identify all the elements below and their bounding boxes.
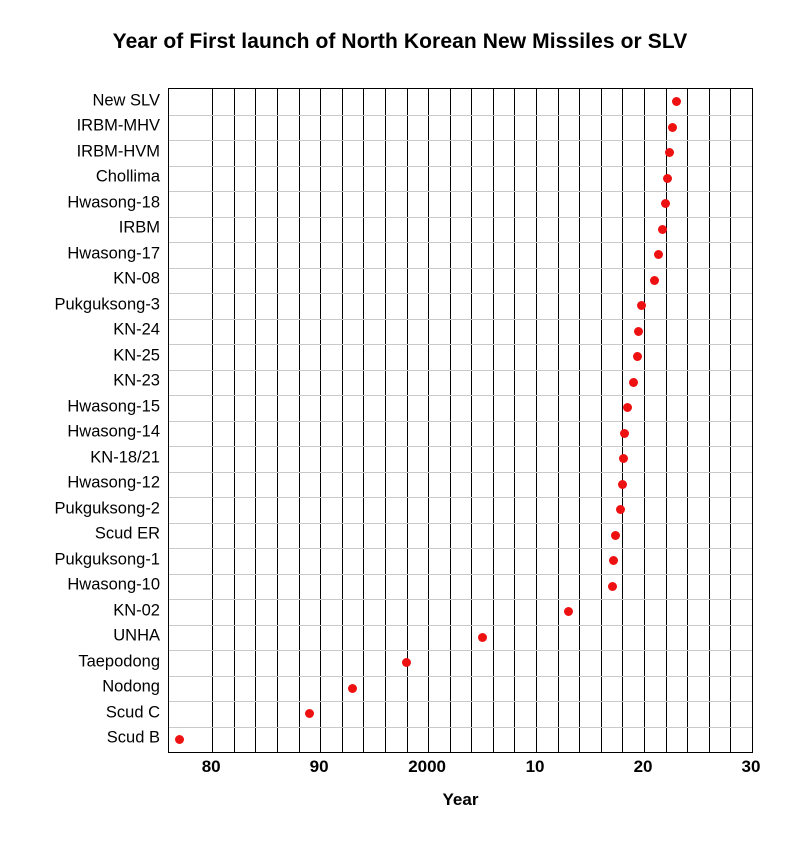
data-point: [672, 97, 681, 106]
gridline-horizontal: [169, 497, 752, 498]
x-axis-tick-label: 90: [309, 757, 329, 776]
y-axis-tick-label: IRBM-HVM: [76, 142, 160, 161]
data-point: [619, 454, 628, 463]
gridline-horizontal: [169, 727, 752, 728]
data-point: [623, 403, 632, 412]
y-axis-tick-label: Chollima: [95, 167, 160, 186]
y-axis-tick-label: IRBM: [118, 218, 160, 237]
gridline-horizontal: [169, 472, 752, 473]
data-point: [608, 582, 617, 591]
gridline-horizontal: [169, 446, 752, 447]
data-point: [402, 658, 411, 667]
y-axis-tick-label: Hwasong-15: [67, 397, 160, 416]
y-axis-tick-label: New SLV: [92, 91, 160, 110]
gridline-horizontal: [169, 293, 752, 294]
gridline-horizontal: [169, 676, 752, 677]
y-axis-tick-label: Scud ER: [94, 524, 160, 543]
y-axis-tick-label: Hwasong-14: [67, 422, 160, 441]
y-axis-tick-label: Hwasong-17: [67, 244, 160, 263]
x-axis-tick-label: 2000: [408, 757, 447, 776]
y-axis-tick-label: KN-18/21: [90, 448, 160, 467]
gridline-horizontal: [169, 140, 752, 141]
y-axis-tick-label: Hwasong-10: [67, 575, 160, 594]
y-axis-tick-label: KN-23: [113, 371, 160, 390]
y-axis-tick-label: KN-02: [113, 601, 160, 620]
gridline-horizontal: [169, 395, 752, 396]
gridline-horizontal: [169, 344, 752, 345]
y-axis-tick-label: Nodong: [102, 677, 160, 696]
y-axis-tick-label: KN-25: [113, 346, 160, 365]
y-axis-tick-label: KN-08: [113, 269, 160, 288]
gridline-horizontal: [169, 650, 752, 651]
x-axis-tick-label: 10: [525, 757, 545, 776]
x-axis-title: Year: [442, 790, 479, 809]
y-axis-tick-label: Pukguksong-1: [54, 550, 160, 569]
y-axis-tick-label: Pukguksong-2: [54, 499, 160, 518]
data-point: [616, 505, 625, 514]
data-point: [305, 709, 314, 718]
data-point: [634, 327, 643, 336]
x-axis-tick-label: 20: [633, 757, 653, 776]
gridline-horizontal: [169, 599, 752, 600]
gridline-horizontal: [169, 191, 752, 192]
y-axis-tick-label: Hwasong-12: [67, 473, 160, 492]
gridline-horizontal: [169, 166, 752, 167]
gridline-horizontal: [169, 421, 752, 422]
data-point: [175, 735, 184, 744]
y-axis-tick-label: KN-24: [113, 320, 160, 339]
y-axis-tick-label: Taepodong: [78, 652, 160, 671]
data-point: [661, 199, 670, 208]
data-point: [658, 225, 667, 234]
y-axis-tick-label: UNHA: [113, 626, 160, 645]
data-point: [633, 352, 642, 361]
data-point: [663, 174, 672, 183]
gridline-horizontal: [169, 268, 752, 269]
gridline-horizontal: [169, 217, 752, 218]
y-axis-tick-label: Pukguksong-3: [54, 295, 160, 314]
data-point: [654, 250, 663, 259]
data-point: [478, 633, 487, 642]
gridline-horizontal: [169, 115, 752, 116]
y-axis-tick-label: IRBM-MHV: [76, 116, 160, 135]
gridline-horizontal: [169, 548, 752, 549]
y-axis-tick-label: Scud B: [106, 728, 160, 747]
plot-area: [168, 88, 753, 753]
x-axis-tick-label: 80: [201, 757, 221, 776]
data-point: [618, 480, 627, 489]
y-axis-labels: [0, 88, 160, 753]
gridline-horizontal: [169, 523, 752, 524]
y-axis-tick-label: Hwasong-18: [67, 193, 160, 212]
chart-title: Year of First launch of North Korean New Missiles or SLV: [112, 30, 688, 53]
data-point: [609, 556, 618, 565]
data-point: [668, 123, 677, 132]
data-point: [611, 531, 620, 540]
gridline-horizontal: [169, 370, 752, 371]
data-point: [620, 429, 629, 438]
data-point: [629, 378, 638, 387]
gridline-horizontal: [169, 574, 752, 575]
data-point: [665, 148, 674, 157]
data-point: [564, 607, 573, 616]
data-point: [348, 684, 357, 693]
gridline-horizontal: [169, 701, 752, 702]
x-axis-tick-label: 30: [741, 757, 761, 776]
gridline-horizontal: [169, 242, 752, 243]
gridline-horizontal: [169, 319, 752, 320]
y-axis-tick-label: Scud C: [105, 703, 160, 722]
gridline-horizontal: [169, 625, 752, 626]
x-axis-labels: [168, 757, 761, 783]
data-point: [650, 276, 659, 285]
